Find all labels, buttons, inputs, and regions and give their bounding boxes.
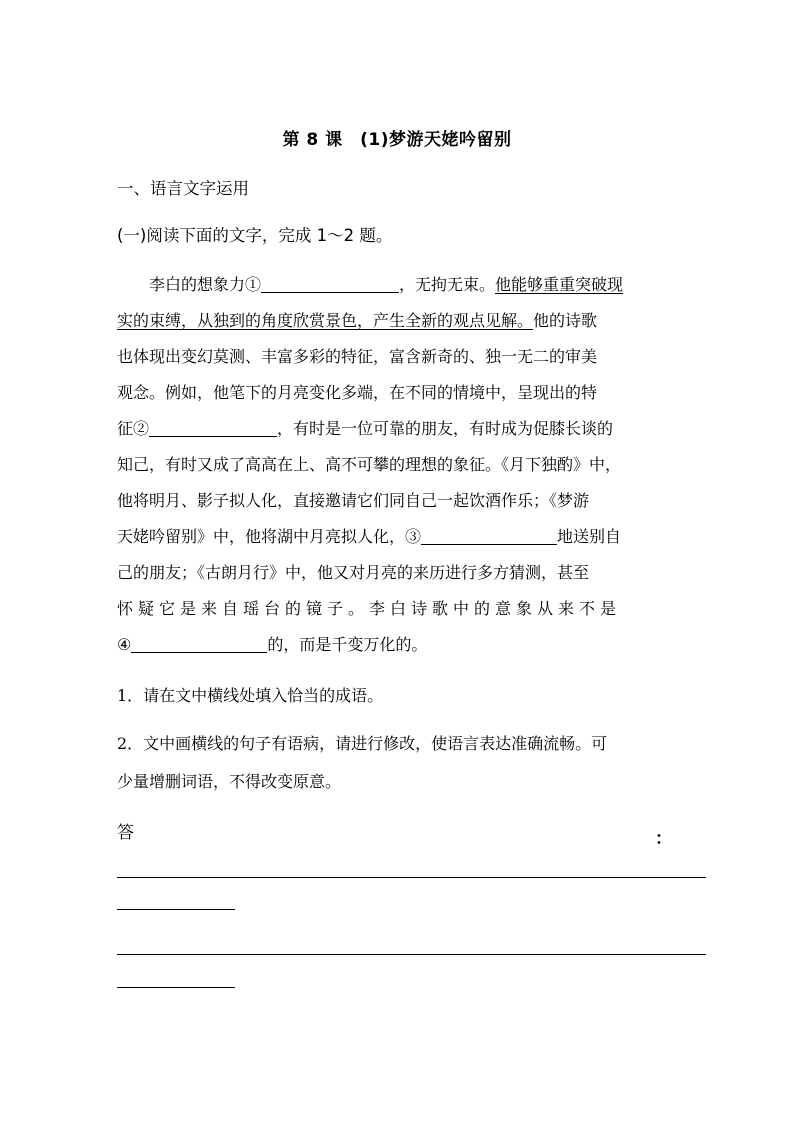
- answer-line[interactable]: [117, 954, 706, 955]
- answer-line-short[interactable]: [117, 987, 235, 988]
- passage-text: 征②: [117, 419, 150, 438]
- passage-line: [117, 519, 682, 555]
- passage-text: ，有时是一位可靠的朋友，有时成为促膝长谈的: [277, 419, 614, 438]
- blank-2: [149, 420, 277, 437]
- passage-line: 知己，有时又成了高高在上、高不可攀的理想的象征。《月下独酌》中，: [117, 455, 622, 474]
- passage-line: [117, 411, 682, 447]
- passage-text: 地送别自: [557, 527, 622, 546]
- passage-text: 李白的想象力①: [149, 275, 262, 294]
- question-1: 1．请在文中横线处填入恰当的成语。: [117, 686, 384, 705]
- underlined-sentence: 他能够重重突破现: [495, 275, 624, 294]
- passage-line: 他将明月、影子拟人化，直接邀请它们同自己一起饮酒作乐；《梦游: [117, 491, 590, 510]
- passage-text: ，无拘无束。: [399, 275, 496, 294]
- answer-line-short[interactable]: [117, 909, 235, 910]
- passage-text: 的，而是千变万化的。: [267, 635, 428, 654]
- question-2-line-1: 2．文中画横线的句子有语病，请进行修改，使语言表达准确流畅。可: [117, 734, 608, 753]
- answer-label: 答: [117, 823, 134, 843]
- blank-3: [421, 528, 557, 545]
- passage-text: 他的诗歌: [533, 311, 598, 330]
- section-heading: 一、语言文字运用: [117, 179, 249, 198]
- answer-colon: ：: [655, 829, 672, 849]
- passage-line: 怀疑它是来自瑶台的镜子。李白诗歌中的意象从来不是: [117, 599, 622, 618]
- answer-line[interactable]: [117, 877, 706, 878]
- reading-passage: [117, 267, 682, 663]
- question-2-line-2: 少量增删词语，不得改变原意。: [117, 772, 342, 791]
- passage-text: ④: [117, 635, 132, 654]
- underlined-sentence: 实的束缚，从独到的角度欣赏景色，产生全新的观点见解。: [117, 311, 534, 330]
- blank-4: [131, 636, 267, 653]
- passage-text: 天姥吟留别》中，他将湖中月亮拟人化，③: [117, 527, 422, 546]
- passage-line: [117, 267, 682, 303]
- blank-1: [261, 276, 399, 293]
- passage-line: [117, 303, 682, 339]
- lesson-title: 第 8 课 (1)梦游天姥吟留别: [282, 130, 512, 150]
- passage-line: 也体现出变幻莫测、丰富多彩的特征，富含新奇的、独一无二的审美: [117, 347, 598, 366]
- section-subheading: (一)阅读下面的文字，完成 1～2 题。: [117, 226, 393, 245]
- passage-line: [117, 627, 682, 663]
- passage-line: 己的朋友；《古朗月行》中，他又对月亮的来历进行多方猜测，甚至: [117, 563, 590, 582]
- passage-line: 观念。例如，他笔下的月亮变化多端，在不同的情境中，呈现出的特: [117, 383, 598, 402]
